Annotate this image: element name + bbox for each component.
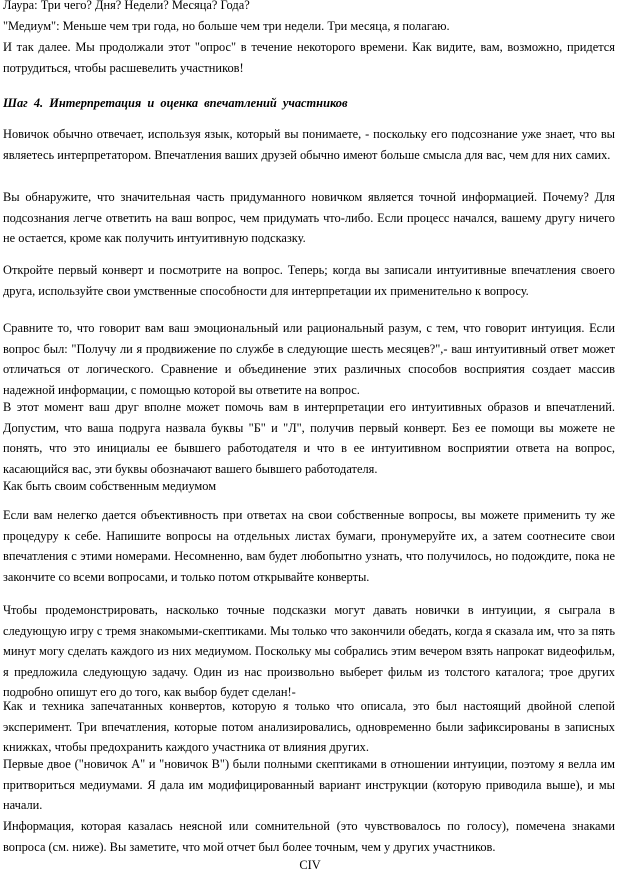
paragraph-discover: Вы обнаружите, что значительная часть придуманного новичком является точной информацией. Почему? Для подсознания легче ответить на ваш вопрос, чем придумать что-либо. Если процесс начался, вашему другу ничего не остается, кроме как получить интуитивную подсказку. [3,190,615,246]
paragraph-novice: Новичок обычно отвечает, используя язык, который вы понимаете, - поскольку его подсознание уже знает, что вы являетесь интерпретатором. Впечатления ваших друзей обычно имеют больше смысла для вас, чем для них самих. [3,127,615,162]
paragraph-open-envelope: Откройте первый конверт и посмотрите на вопрос. Теперь; когда вы записали интуитивные впечатления своего друга, используйте свои умственные способности для интерпретации их применительно к вопросу. [3,263,615,298]
dialogue-line-medium: "Медиум": Меньше чем три года, но больше чем три недели. Три месяца, я полагаю. [3,18,450,33]
paragraph-moment: В этот момент ваш друг вполне может помочь вам в интерпретации его интуитивных образов и впечатлений. Допустим, что ваша подруга назвала буквы "Б" и "Л", получив первый конверт. Без ее помощи вы можете не понять, что это инициалы ее бывшего работодателя и что в ее интуитивном восприятии ответа на вопрос, касающийся вас, эти буквы обозначают вашего бывшего работодателя. [3,400,615,476]
paragraph-technique: Как и техника запечатанных конвертов, которую я только что описала, это был настоящий двойной слепой эксперимент. Три впечатления, которые потом анализировались, одновременно были зафиксированы в записных книжках, чтобы предохранить каждого участника от влияния других. [3,699,615,755]
page-number: CIV [299,858,321,872]
paragraph-objectivity: Если вам нелегко дается объективность при ответах на свои собственные вопросы, вы можете применить ту же процедуру к себе. Напишите вопросы на отдельных листах бумаги, пронумеруйте их, а затем соотнесите свои впечатления с этими номерами. Несомненно, вам будет любопытно узнать, что получилось, но подождите, пока не закончите со всеми вопросами, и только потом открывайте конверты. [3,508,615,584]
intro-dialogue [3,0,615,36]
paragraph-compare: Сравните то, что говорит вам ваш эмоциональный или рациональный разум, с тем, что говорит интуиция. Если вопрос был: "Получу ли я продвижение по службе в следующие шесть месяцев?",- ваш интуитивный ответ может отличаться от логического. Сравнение и объединение этих различных способов восприятия создает массив надежной информации, с помощью которой вы ответите на вопрос. [3,321,615,397]
paragraph-first-two: Первые двое ("новичок А" и "новичок В") были полными скептиками в отношении интуиции, поэтому я велла им притвориться медиумами. Я дала им модифицированный вариант инструкции (которую приводила выше), и мы начали. [3,757,615,813]
dialogue-line-laura: Лаура: Три чего? Дня? Недели? Месяца? Года? [3,0,250,12]
paragraph-continue: И так далее. Мы продолжали этот "опрос" в течение некоторого времени. Как видите, вам, возможно, придется потрудиться, чтобы расшевелить участников! [3,40,615,75]
paragraph-information: Информация, которая казалась неясной или сомнительной (это чувствовалось по голосу), помечена знаками вопроса (см. ниже). Вы заметите, что мой отчет был более точным, чем у других участников. [3,819,615,854]
section-heading: Шаг 4. Интерпретация и оценка впечатлений участников [3,96,348,110]
subheading-own-medium: Как быть своим собственным медиумом [3,479,217,493]
paragraph-demonstrate: Чтобы продемонстрировать, насколько точные подсказки могут давать новички в интуиции, я сыграла в следующую игру с тремя знакомыми-скептиками. Мы только что закончили обедать, когда я сказала им, что за пять минут могу сделать каждого из них медиумом. Поскольку мы собрались этим вечером взять напрокат видеофильм, я предложила следующую задачу. Один из нас произвольно выберет фильм из толстого каталога; трое других подробно опишут его до того, как выбор будет сделан!- [3,603,615,700]
